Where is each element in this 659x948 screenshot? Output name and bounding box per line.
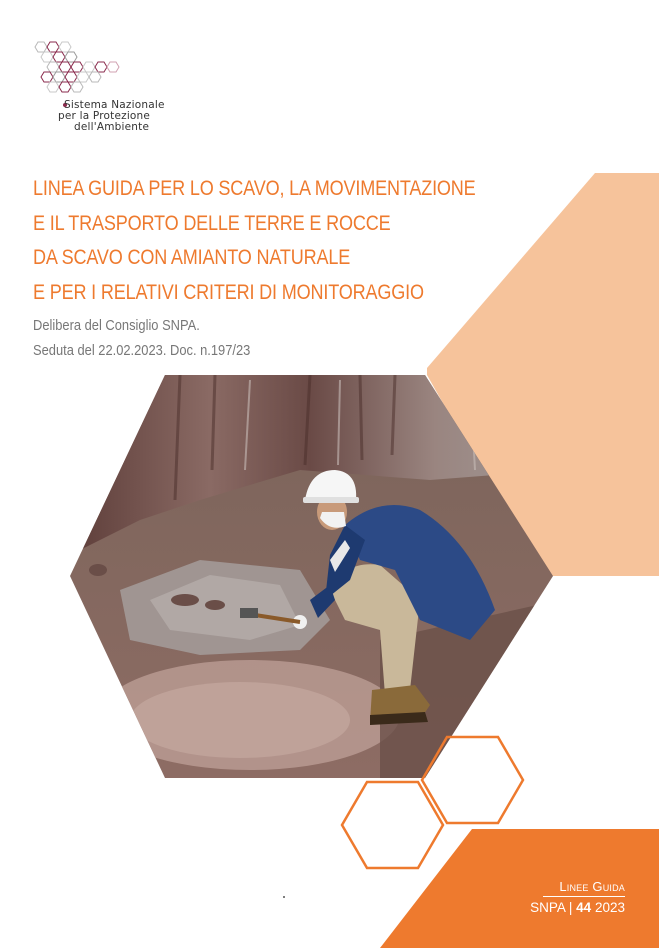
document-subtitle [33,313,291,363]
subtitle-line-1: Delibera del Consiglio SNPA. [33,317,200,334]
logo-line-3: dell'Ambiente [74,121,150,133]
title-line-4: E PER I RELATIVI CRITERI DI MONITORAGGIO [33,280,424,304]
series-year: 2023 [591,900,625,915]
series-number [530,900,625,915]
series-label: Linee Guida [543,879,625,897]
logo-text [58,100,198,133]
title-line-1: LINEA GUIDA PER LO SCAVO, LA MOVIMENTAZIONE [33,177,476,200]
series-issue: 44 [576,900,592,915]
snpa-logo [28,38,198,138]
page-marker [283,896,285,898]
series-prefix: SNPA | [530,900,577,915]
subtitle-line-2: Seduta del 22.02.2023. Doc. n.197/23 [33,342,251,359]
document-title [33,172,476,310]
hexagon-network-icon [28,38,128,108]
series-block [530,878,625,915]
title-line-2: E IL TRASPORTO DELLE TERRE E ROCCE [33,211,391,235]
logo-line-1: Sistema Nazionale [64,99,165,111]
title-line-3: DA SCAVO CON AMIANTO NATURALE [33,246,351,269]
logo-line-2: per la Protezione [58,110,151,122]
